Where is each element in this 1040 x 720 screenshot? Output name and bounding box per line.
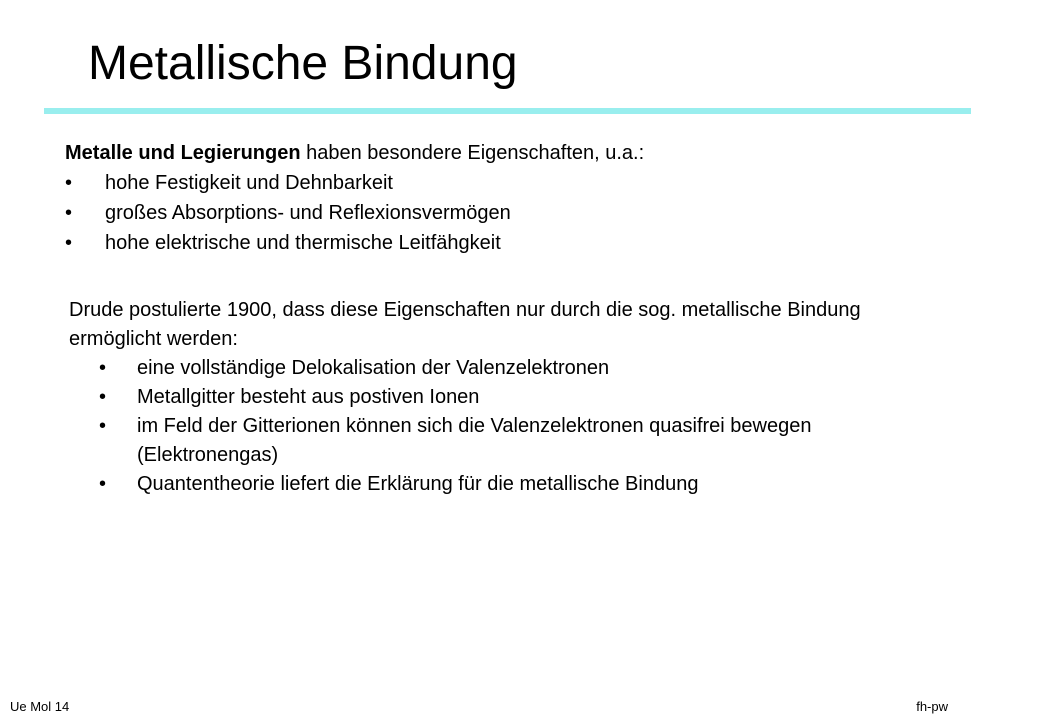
properties-list (65, 168, 965, 258)
properties-intro-bold: Metalle und Legierungen (65, 142, 301, 164)
properties-section (65, 138, 965, 258)
footer-author-label: fh-pw (916, 699, 948, 714)
list-item-text: Quantentheorie liefert die Erklärung für die metallische Bindung (137, 473, 699, 495)
bullet-icon: • (99, 386, 107, 408)
slide-title: Metallische Bindung (88, 37, 518, 90)
footer-course-label: Ue Mol 14 (10, 699, 70, 714)
title-underline (44, 108, 971, 114)
list-item-text: hohe Festigkeit und Dehnbarkeit (105, 172, 393, 194)
list-item-text: im Feld der Gitterionen können sich die Valenzelektronen quasifrei bewegen (Elektronengas) (137, 415, 812, 466)
bullet-icon: • (99, 415, 107, 437)
list-item (69, 412, 949, 470)
list-item (65, 168, 965, 198)
drude-section (69, 296, 949, 499)
bullet-icon: • (99, 473, 107, 495)
bullet-icon: • (65, 172, 73, 194)
properties-intro (65, 138, 965, 168)
list-item-text: großes Absorptions- und Reflexionsvermögen (105, 202, 511, 224)
properties-intro-text: haben besondere Eigenschaften, u.a.: (300, 142, 645, 164)
list-item (69, 354, 949, 383)
list-item-text: eine vollständige Delokalisation der Valenzelektronen (137, 357, 610, 379)
list-item (65, 228, 965, 258)
bullet-icon: • (65, 202, 73, 224)
bullet-icon: • (99, 357, 107, 379)
list-item-text: Metallgitter besteht aus postiven Ionen (137, 386, 480, 408)
drude-list (69, 354, 949, 499)
list-item (65, 198, 965, 228)
list-item (69, 383, 949, 412)
drude-intro: Drude postulierte 1900, dass diese Eigenschaften nur durch die sog. metallische Bindung ermöglicht werden: (69, 299, 861, 350)
bullet-icon: • (65, 232, 73, 254)
list-item-text: hohe elektrische und thermische Leitfähgkeit (105, 232, 501, 254)
list-item (69, 470, 949, 499)
